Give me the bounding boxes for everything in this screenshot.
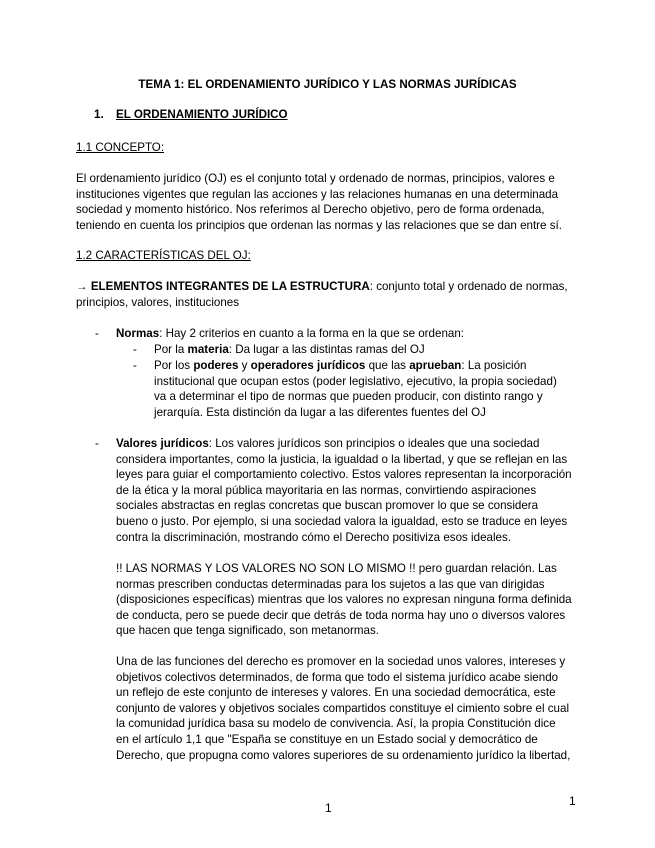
poderes-bold: poderes bbox=[193, 359, 239, 372]
text-line: institucional que ocupan estos (poder legislativo, ejecutivo, la propia sociedad) bbox=[154, 374, 557, 388]
text-line bbox=[116, 326, 596, 342]
text-line: !! LAS NORMAS Y LOS VALORES NO SON LO MISMO !! pero guardan relación. Las bbox=[116, 562, 557, 575]
text-line: que hacen que tenga significado, son metanormas. bbox=[116, 624, 379, 638]
sub-bullet-dash: - bbox=[133, 359, 137, 372]
normas-valores-paragraph bbox=[116, 561, 596, 639]
text-span: y bbox=[238, 359, 251, 372]
text-line: va a determinar el tipo de normas que pueden producir, con distinto rango y bbox=[154, 390, 543, 404]
text-line bbox=[76, 279, 586, 295]
text-line: la comunidad jurídica basa su modelo de convivencia. Así, la propia Constitución dice bbox=[116, 717, 556, 731]
normas-item bbox=[116, 326, 596, 342]
materia-item bbox=[154, 342, 594, 358]
concepto-paragraph bbox=[76, 171, 586, 233]
elementos-text: : conjunto total y ordenado de normas, bbox=[369, 280, 568, 293]
text-line: considera importantes, como la justicia, la igualdad o la libertad, y que se reflejan en las bbox=[116, 452, 568, 466]
page-number: 1 bbox=[325, 801, 332, 815]
section-title: EL ORDENAMIENTO JURÍDICO bbox=[116, 108, 288, 121]
bullet-dash: - bbox=[95, 437, 99, 450]
text-span: : Da lugar a las distintas ramas del OJ bbox=[228, 343, 425, 356]
text-line: normas prescriben conductas determinadas para los sujetos a las que van dirigidas bbox=[116, 577, 545, 591]
text-line: Una de las funciones del derecho es promover en la sociedad unos valores, intereses y bbox=[116, 655, 566, 668]
arrow-icon: → bbox=[76, 280, 88, 293]
text-line bbox=[154, 358, 594, 374]
text-line: leyes para guiar el comportamiento colectivo. Estos valores representan la incorporación bbox=[116, 468, 572, 482]
bullet-dash: - bbox=[95, 327, 99, 340]
text-span: Por los bbox=[154, 359, 194, 372]
concepto-heading: 1.1 CONCEPTO: bbox=[76, 141, 165, 154]
text-line: (disposiciones específicas) mientras que los valores no expresan ninguna forma definida bbox=[116, 593, 572, 607]
text-line: contra la discriminación, mostrando cómo el Derecho positiviza esos ideales. bbox=[116, 530, 512, 544]
page-number-right: 1 bbox=[569, 794, 576, 808]
text-line: Derecho, que propugna como valores superiores de su ordenamiento jurídico la libertad, bbox=[116, 748, 571, 762]
text-line: de la ética y la moral pública mayoritaria en las normas, convirtiendo aspiraciones bbox=[116, 483, 537, 497]
poderes-item bbox=[154, 358, 594, 420]
sub-bullet-dash: - bbox=[133, 343, 137, 356]
text-line bbox=[116, 436, 596, 452]
section-number: 1. bbox=[94, 108, 104, 121]
text-line: sociedad y momento histórico. Nos referimos al Derecho objetivo, pero de forma ordenada, bbox=[76, 203, 545, 217]
text-line: sociales abstractas en reglas concretas que buscan promover lo que se considera bbox=[116, 499, 539, 513]
funciones-paragraph bbox=[116, 654, 596, 763]
aprueban-bold: aprueban bbox=[409, 359, 462, 372]
text-span: Por la bbox=[154, 343, 188, 356]
caracteristicas-heading: 1.2 CARACTERÍSTICAS DEL OJ: bbox=[76, 249, 251, 262]
valores-item bbox=[116, 436, 596, 545]
text-line: instituciones vigentes que regulan las acciones y las relaciones humanas en una determinada bbox=[76, 187, 559, 201]
text-line: de conducta, pero se puede decir que detrás de toda norma hay uno o diversos valores bbox=[116, 608, 566, 622]
normas-bold: Normas bbox=[116, 327, 160, 340]
normas-text: : Hay 2 criterios en cuanto a la forma en la que se ordenan: bbox=[159, 327, 465, 340]
text-line: El ordenamiento jurídico (OJ) es el conjunto total y ordenado de normas, principios, valores e bbox=[76, 172, 555, 185]
text-line: un reflejo de este conjunto de intereses y valores. En una sociedad democrática, este bbox=[116, 686, 556, 700]
document-title: TEMA 1: EL ORDENAMIENTO JURÍDICO Y LAS NORMAS JURÍDICAS bbox=[138, 78, 517, 91]
text-line: objetivos colectivos determinados, de forma que todo el sistema jurídico acabe siendo bbox=[116, 670, 559, 684]
text-line: conjunto de valores y objetivos sociales compartidos constituye el cimiento sobre el cual bbox=[116, 701, 570, 715]
elementos-bold: ELEMENTOS INTEGRANTES DE LA ESTRUCTURA bbox=[90, 280, 370, 293]
valores-bold: Valores jurídicos bbox=[116, 437, 209, 450]
text-line: en el artículo 1,1 que "España se constituye en un Estado social y democrático de bbox=[116, 732, 538, 746]
text-line: teniendo en cuenta los principios que ordenan las normas y las relaciones que se dan entre sí. bbox=[76, 218, 562, 232]
section-heading bbox=[94, 107, 288, 123]
elementos-paragraph bbox=[76, 279, 586, 310]
operadores-bold: operadores jurídicos bbox=[250, 359, 366, 372]
materia-bold: materia bbox=[187, 343, 229, 356]
text-line bbox=[154, 342, 594, 358]
text-line: bueno o justo. Por ejemplo, si una sociedad valora la igualdad, esto se traduce en leyes bbox=[116, 514, 568, 528]
text-line: principios, valores, instituciones bbox=[76, 295, 240, 309]
valores-text: : Los valores jurídicos son principios o ideales que una sociedad bbox=[208, 437, 540, 450]
text-span: que las bbox=[365, 359, 410, 372]
text-line: jerarquía. Esta distinción da lugar a las diferentes fuentes del OJ bbox=[154, 405, 486, 419]
text-span: : La posición bbox=[461, 359, 527, 372]
